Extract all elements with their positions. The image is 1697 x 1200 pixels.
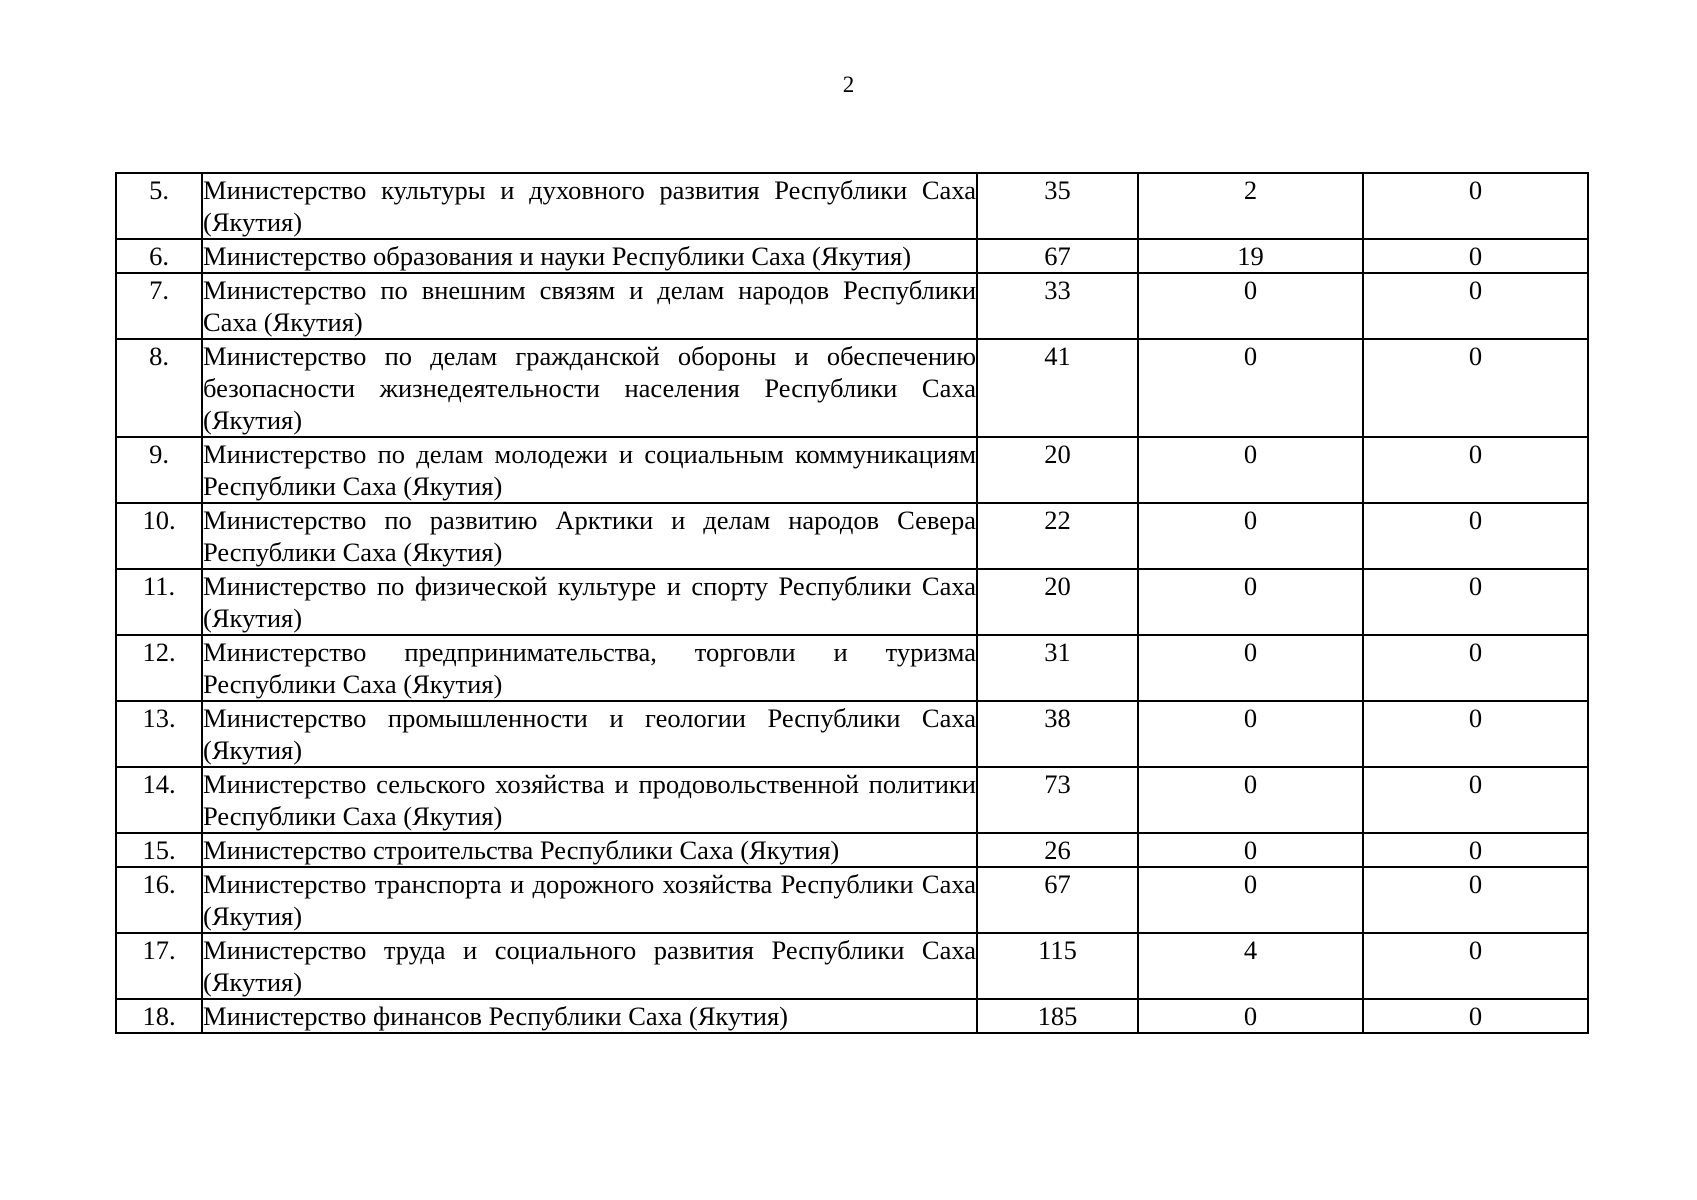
- table-row: [116, 867, 1588, 933]
- value-col-2: 0: [1138, 999, 1363, 1033]
- row-number: 16.: [116, 867, 202, 933]
- value-col-3: 0: [1363, 833, 1588, 867]
- value-col-2: 19: [1138, 239, 1363, 273]
- row-number: 11.: [116, 569, 202, 635]
- value-col-3: 0: [1363, 701, 1588, 767]
- row-number: 13.: [116, 701, 202, 767]
- ministries-table: [115, 172, 1589, 1034]
- table-row: [116, 635, 1588, 701]
- value-col-1: 38: [977, 701, 1138, 767]
- value-col-1: 26: [977, 833, 1138, 867]
- value-col-2: 0: [1138, 635, 1363, 701]
- table-row: [116, 339, 1588, 437]
- value-col-2: 0: [1138, 437, 1363, 503]
- row-number: 5.: [116, 173, 202, 239]
- value-col-3: 0: [1363, 503, 1588, 569]
- value-col-2: 0: [1138, 273, 1363, 339]
- value-col-1: 33: [977, 273, 1138, 339]
- value-col-1: 22: [977, 503, 1138, 569]
- ministry-name: Министерство строительства Республики Саха (Якутия): [202, 833, 977, 867]
- row-number: 10.: [116, 503, 202, 569]
- table-body: [116, 173, 1588, 1033]
- table-row: [116, 239, 1588, 273]
- value-col-3: 0: [1363, 867, 1588, 933]
- value-col-2: 0: [1138, 339, 1363, 437]
- value-col-1: 185: [977, 999, 1138, 1033]
- value-col-3: 0: [1363, 999, 1588, 1033]
- table-row: [116, 437, 1588, 503]
- row-number: 14.: [116, 767, 202, 833]
- row-number: 18.: [116, 999, 202, 1033]
- table-row: [116, 833, 1588, 867]
- row-number: 8.: [116, 339, 202, 437]
- value-col-1: 20: [977, 569, 1138, 635]
- row-number: 12.: [116, 635, 202, 701]
- ministry-name: Министерство по физической культуре и спорту Республики Саха (Якутия): [203, 571, 976, 633]
- value-col-3: 0: [1363, 437, 1588, 503]
- value-col-3: 0: [1363, 767, 1588, 833]
- value-col-1: 67: [977, 867, 1138, 933]
- value-col-3: 0: [1363, 273, 1588, 339]
- ministry-name: Министерство культуры и духовного развития Республики Саха (Якутия): [203, 175, 976, 237]
- table-row: [116, 999, 1588, 1033]
- table-row: [116, 933, 1588, 999]
- value-col-1: 35: [977, 173, 1138, 239]
- value-col-2: 0: [1138, 701, 1363, 767]
- table-row: [116, 569, 1588, 635]
- row-number: 6.: [116, 239, 202, 273]
- value-col-2: 0: [1138, 833, 1363, 867]
- ministry-name: Министерство по развитию Арктики и делам народов Севера Республики Саха (Якутия): [203, 505, 976, 567]
- ministry-name: Министерство финансов Республики Саха (Якутия): [202, 999, 977, 1033]
- ministry-name: Министерство промышленности и геологии Республики Саха (Якутия): [203, 703, 976, 765]
- value-col-1: 73: [977, 767, 1138, 833]
- ministry-name: Министерство по внешним связям и делам народов Республики Саха (Якутия): [203, 275, 976, 337]
- row-number: 15.: [116, 833, 202, 867]
- value-col-3: 0: [1363, 569, 1588, 635]
- value-col-2: 0: [1138, 569, 1363, 635]
- table-row: [116, 173, 1588, 239]
- table-row: [116, 273, 1588, 339]
- value-col-1: 41: [977, 339, 1138, 437]
- row-number: 7.: [116, 273, 202, 339]
- value-col-1: 31: [977, 635, 1138, 701]
- table-row: [116, 701, 1588, 767]
- ministry-name: Министерство сельского хозяйства и продовольственной политики Республики Саха (Якутия): [203, 769, 976, 831]
- value-col-2: 0: [1138, 503, 1363, 569]
- row-number: 17.: [116, 933, 202, 999]
- row-number: 9.: [116, 437, 202, 503]
- ministry-name: Министерство транспорта и дорожного хозяйства Республики Саха (Якутия): [203, 869, 976, 931]
- value-col-1: 115: [977, 933, 1138, 999]
- ministry-name: Министерство по делам молодежи и социальным коммуникациям Республики Саха (Якутия): [203, 439, 976, 501]
- value-col-1: 20: [977, 437, 1138, 503]
- value-col-3: 0: [1363, 239, 1588, 273]
- table-row: [116, 503, 1588, 569]
- value-col-3: 0: [1363, 635, 1588, 701]
- value-col-3: 0: [1363, 933, 1588, 999]
- value-col-3: 0: [1363, 173, 1588, 239]
- value-col-2: 0: [1138, 767, 1363, 833]
- ministry-name: Министерство предпринимательства, торговли и туризма Республики Саха (Якутия): [203, 637, 976, 699]
- value-col-3: 0: [1363, 339, 1588, 437]
- value-col-2: 0: [1138, 867, 1363, 933]
- value-col-2: 4: [1138, 933, 1363, 999]
- ministry-name: Министерство труда и социального развития Республики Саха (Якутия): [203, 935, 976, 997]
- value-col-2: 2: [1138, 173, 1363, 239]
- ministry-name: Министерство образования и науки Республики Саха (Якутия): [202, 239, 977, 273]
- table-row: [116, 767, 1588, 833]
- page-number: 2: [842, 72, 855, 97]
- value-col-1: 67: [977, 239, 1138, 273]
- ministry-name: Министерство по делам гражданской обороны и обеспечению безопасности жизнедеятельности населения Республики Саха (Якутия): [203, 341, 976, 435]
